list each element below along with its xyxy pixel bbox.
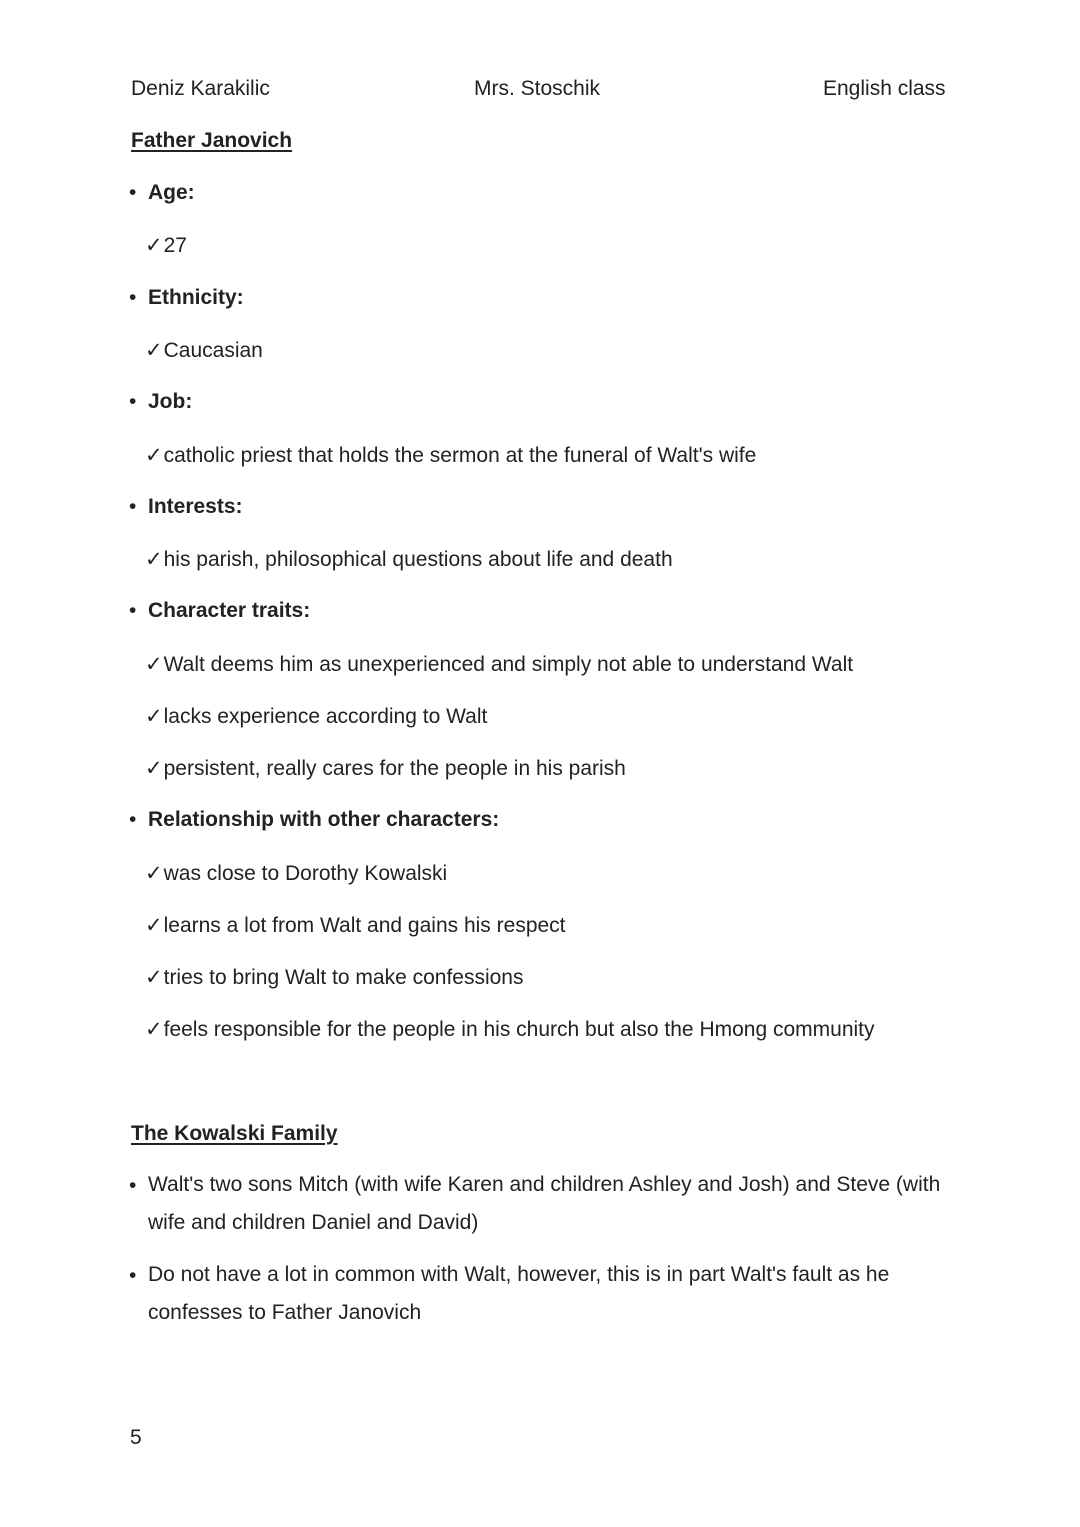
author-name: Deniz Karakilic [131,77,270,100]
bullet-label-age: Age: [148,181,195,204]
check-icon: ✓ [145,653,163,676]
check-item-relationship [145,965,523,990]
paragraph-kowalski-sons: Walt's two sons Mitch (with wife Karen and children Ashley and Josh) and Steve (with wife and children Daniel and David) [148,1173,941,1234]
check-item-interests [145,547,673,572]
bullet-icon: • [129,1264,137,1287]
check-icon: ✓ [145,966,163,989]
bullet-icon: • [129,390,137,413]
bullet-icon: • [129,495,137,518]
check-item-text: Walt deems him as unexperienced and simply not able to understand Walt [163,653,854,676]
check-item-text: learns a lot from Walt and gains his respect [163,914,566,937]
check-item-text: his parish, philosophical questions about life and death [163,548,673,571]
bullet-icon: • [129,1174,137,1197]
check-item-text: lacks experience according to Walt [163,705,488,728]
check-item-text: 27 [163,234,187,257]
check-icon: ✓ [145,339,163,362]
check-item-text: Caucasian [163,339,263,362]
check-icon: ✓ [145,862,163,885]
check-item-ethnicity [145,338,263,363]
bullet-label-character-traits: Character traits: [148,599,311,622]
bullet-icon: • [129,808,137,831]
bullet-label-job: Job: [148,390,193,413]
course-name: English class [823,77,946,100]
check-item-text: feels responsible for the people in his church but also the Hmong community [163,1018,875,1041]
bullet-label-ethnicity: Ethnicity: [148,286,244,309]
check-icon: ✓ [145,548,163,571]
check-item-trait [145,704,487,729]
check-icon: ✓ [145,1018,163,1041]
check-item-trait [145,652,853,677]
check-item-age [145,233,187,258]
bullet-label-interests: Interests: [148,495,243,518]
paragraph-kowalski-relationship: Do not have a lot in common with Walt, however, this is in part Walt's fault as he confesses to Father Janovich [148,1263,890,1324]
check-item-text: was close to Dorothy Kowalski [163,862,448,885]
check-item-relationship [145,1017,875,1042]
check-icon: ✓ [145,444,163,467]
check-item-relationship [145,861,447,886]
bullet-label-relationships: Relationship with other characters: [148,808,500,831]
check-item-text: catholic priest that holds the sermon at the funeral of Walt's wife [163,444,757,467]
check-icon: ✓ [145,234,163,257]
check-icon: ✓ [145,757,163,780]
bullet-icon: • [129,599,137,622]
check-item-text: tries to bring Walt to make confessions [163,966,524,989]
bullet-icon: • [129,181,137,204]
check-item-job [145,443,756,468]
check-icon: ✓ [145,914,163,937]
section-title-father-janovich: Father Janovich [131,129,293,152]
bullet-icon: • [129,286,137,309]
check-item-trait [145,756,626,781]
check-item-text: persistent, really cares for the people in his parish [163,757,626,780]
check-icon: ✓ [145,705,163,728]
teacher-name: Mrs. Stoschik [474,77,601,100]
check-item-relationship [145,913,566,938]
section-title-kowalski-family: The Kowalski Family [131,1122,338,1145]
page-number: 5 [130,1426,142,1449]
